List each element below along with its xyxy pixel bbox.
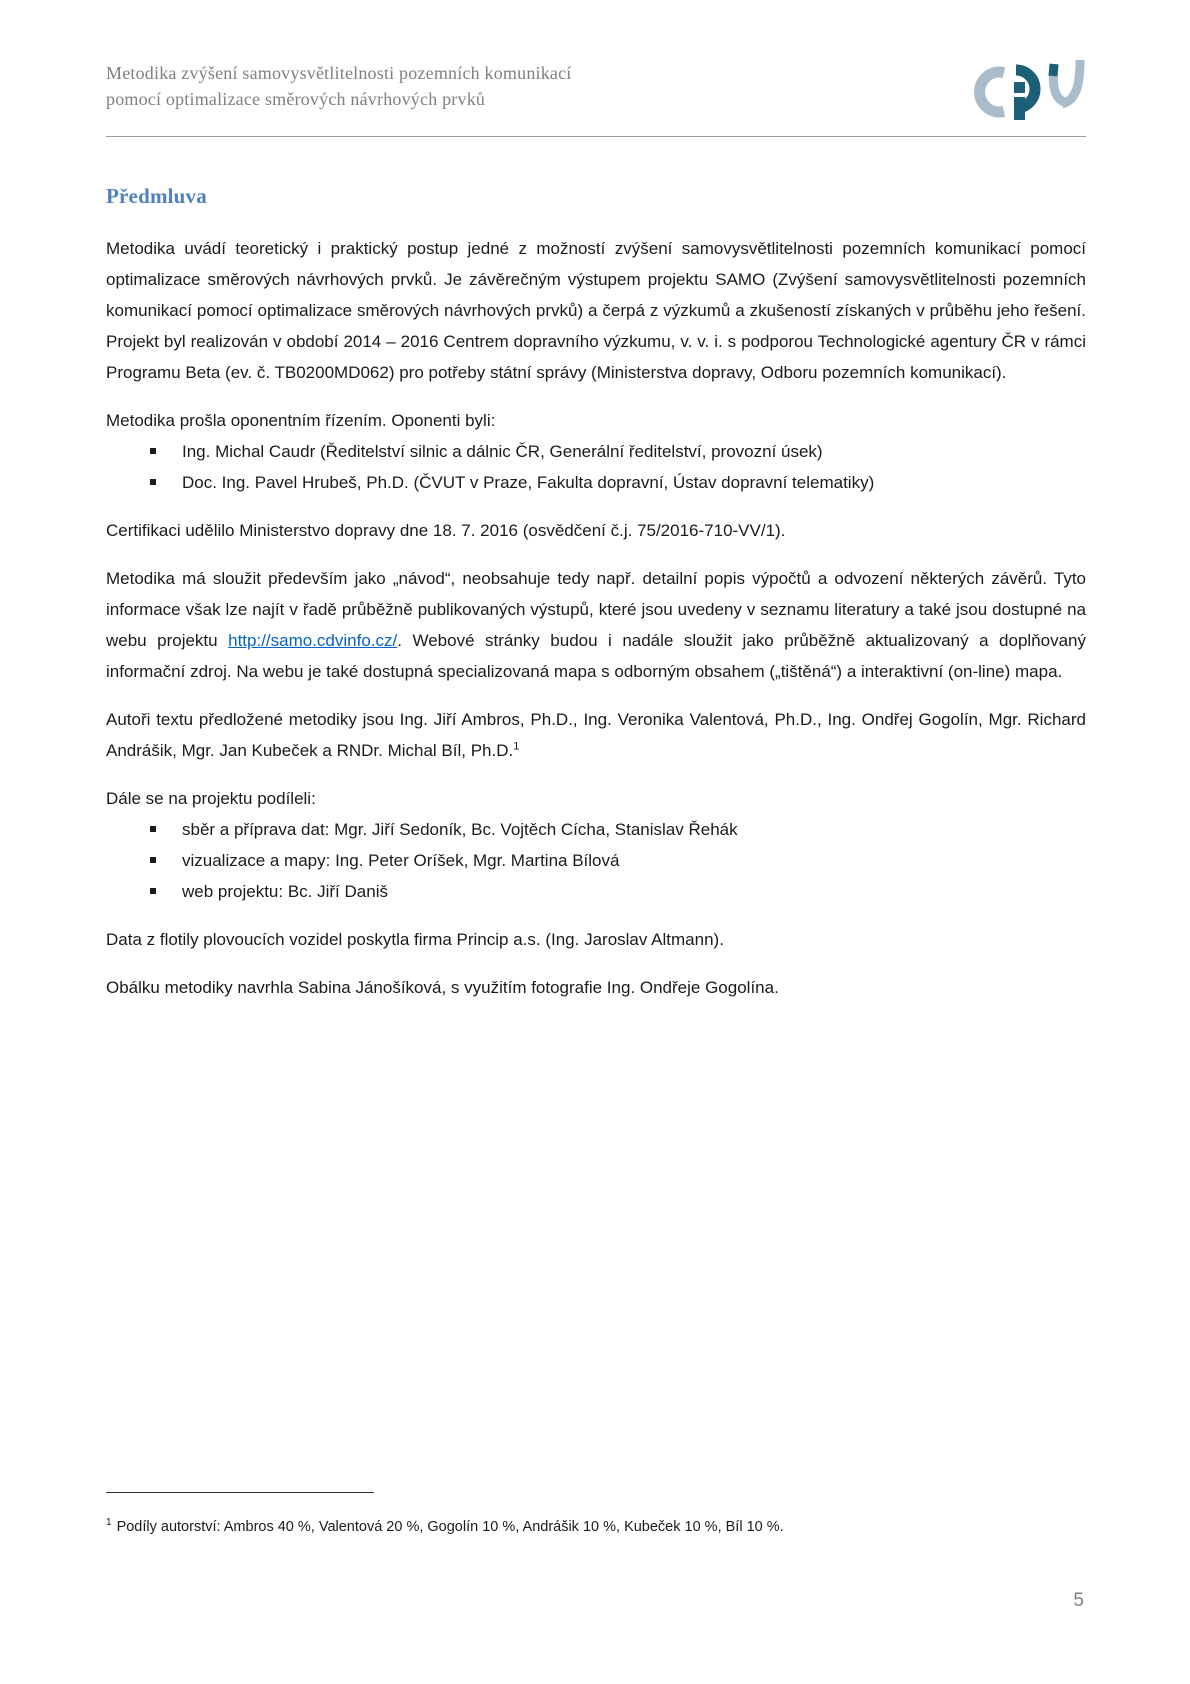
list-item-text: Ing. Michal Caudr (Ředitelství silnic a dálnic ČR, Generální ředitelství, provozní úsek)	[182, 442, 823, 461]
list-item	[150, 876, 1086, 907]
paragraph-intro: Metodika uvádí teoretický i praktický postup jedné z možností zvýšení samovysvětlitelnosti pozemních komunikací pomocí optimalizace směrových návrhových prvků. Je závěrečným výstupem projektu SAMO (Zvýšení samovysvětlitelnosti pozemních komunikací pomocí optimalizace směrových návrhových prvků) a čerpá z výzkumů a zkušeností získaných v průběhu jeho řešení. Projekt byl realizován v období 2014 – 2016 Centrem dopravního výzkumu, v. v. i. s podporou Technologické agentury ČR v rámci Programu Beta (ev. č. TB0200MD062) pro potřeby státní správy (Ministerstva dopravy, Odboru pozemních komunikací).	[106, 239, 1086, 382]
contributors-list	[106, 814, 1086, 907]
footnote	[106, 1513, 1086, 1537]
bullet-icon	[150, 888, 156, 894]
paragraph-purpose-text-before: Metodika má sloužit především jako „návod“, neobsahuje tedy např. detailní popis výpočtů a odvození některých závěrů. Tyto informace však lze najít v řadě průběžně publikovaných výstupů, které jsou uvedeny v seznamu literatury a také jsou dostupné na webu projektu	[106, 569, 1086, 650]
footnote-number: 1	[106, 1517, 112, 1528]
footnote-text: Podíly autorství: Ambros 40 %, Valentová 20 %, Gogolín 10 %, Andrášik 10 %, Kubeček 10 %, Bíl 10 %.	[116, 1518, 784, 1535]
paragraph-data-source: Data z flotily plovoucích vozidel poskytla firma Princip a.s. (Ing. Jaroslav Altmann).	[106, 930, 724, 949]
list-item	[150, 467, 1086, 498]
footnote-reference: 1	[513, 740, 520, 753]
bullet-icon	[150, 448, 156, 454]
paragraph-purpose	[106, 563, 1086, 687]
list-item-text: Doc. Ing. Pavel Hrubeš, Ph.D. (ČVUT v Praze, Fakulta dopravní, Ústav dopravní telematiky)	[182, 473, 875, 492]
bullet-icon	[150, 479, 156, 485]
opponents-list	[106, 436, 1086, 498]
paragraph-contributors-intro: Dále se na projektu podíleli:	[106, 789, 316, 808]
list-item-text: web projektu: Bc. Jiří Daniš	[182, 882, 388, 901]
list-item	[150, 436, 1086, 467]
header-title-line2: pomocí optimalizace směrových návrhových prvků	[106, 89, 486, 109]
list-item	[150, 814, 1086, 845]
paragraph-cover: Obálku metodiky navrhla Sabina Jánošíková, s využitím fotografie Ing. Ondřeje Gogolína.	[106, 978, 779, 997]
paragraph-purpose-text-after: . Webové stránky budou i nadále sloužit jako průběžně aktualizovaný a doplňovaný informační zdroj. Na webu je také dostupná specializovaná mapa s odborným obsahem („tištěná“) a interaktivní (on-line) mapa.	[106, 631, 1086, 681]
list-item	[150, 845, 1086, 876]
list-item-text: vizualizace a mapy: Ing. Peter Oríšek, Mgr. Martina Bílová	[182, 851, 620, 870]
project-website-link[interactable]: http://samo.cdvinfo.cz/	[228, 631, 398, 650]
paragraph-opponents-intro: Metodika prošla oponentním řízením. Oponenti byli:	[106, 411, 496, 430]
list-item-text: sběr a příprava dat: Mgr. Jiří Sedoník, Bc. Vojtěch Cícha, Stanislav Řehák	[182, 820, 738, 839]
page-number: 5	[1073, 1590, 1084, 1611]
paragraph-authors	[106, 704, 1086, 766]
header-title-line1: Metodika zvýšení samovysvětlitelnosti pozemních komunikací	[106, 63, 572, 83]
footnote-block	[106, 1492, 1086, 1537]
bullet-icon	[150, 857, 156, 863]
paragraph-authors-text: Autoři textu předložené metodiky jsou Ing. Jiří Ambros, Ph.D., Ing. Veronika Valentová, Ph.D., Ing. Ondřej Gogolín, Mgr. Richard Andrášik, Mgr. Jan Kubeček a RNDr. Michal Bíl, Ph.D.	[106, 710, 1086, 760]
cdv-logo-icon	[970, 54, 1086, 124]
section-heading: Předmluva	[106, 184, 207, 208]
paragraph-certification: Certifikaci udělilo Ministerstvo dopravy dne 18. 7. 2016 (osvědčení č.j. 75/2016-710-VV/1).	[106, 521, 786, 540]
bullet-icon	[150, 826, 156, 832]
document-header-title	[106, 60, 572, 112]
document-body	[106, 183, 1086, 1020]
cdv-logo	[970, 54, 1086, 124]
footnote-separator	[106, 1492, 374, 1493]
page-header	[106, 54, 1086, 137]
